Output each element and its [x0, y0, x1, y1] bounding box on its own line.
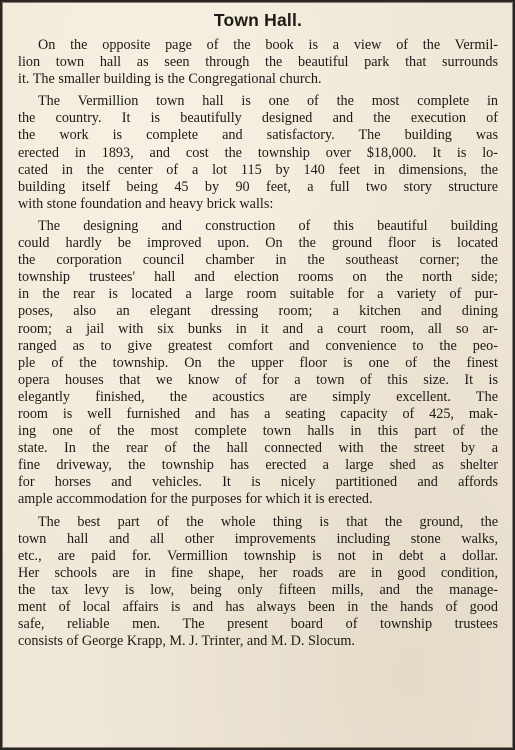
text-line: The designing and construction of this beautiful building — [38, 217, 498, 234]
text-line: Her schools are in fine shape, her roads are in good condition, — [18, 564, 498, 581]
paragraph-construction — [18, 218, 498, 509]
document-page — [2, 2, 513, 748]
text-line: lion town hall as seen through the beautiful park that surrounds — [18, 54, 498, 71]
text-line: township trustees' hall and election rooms on the north side; — [18, 269, 498, 286]
text-line: elegantly finished, the acoustics are simply excellent. The — [18, 388, 498, 405]
text-line: ment of local affairs is and has always been in the hands of good — [18, 599, 498, 615]
text-line: the country. It is beautifully designed and the execution of — [18, 110, 498, 127]
text-line: The best part of the whole thing is that the ground, the — [38, 513, 498, 530]
text-line: room; a jail with six bunks in it and a court room, all so ar- — [18, 320, 498, 337]
text-line: the corporation council chamber in the southeast corner; the — [18, 252, 498, 269]
text-line: town hall and all other improvements including stone walks, — [18, 530, 498, 547]
text-line: ranged as to give greatest comfort and convenience to the peo- — [18, 337, 498, 354]
text-line: with stone foundation and heavy brick walls: — [18, 195, 274, 212]
text-line: cated in the center of a lot 115 by 140 feet in dimensions, the — [18, 161, 498, 178]
text-line: state. In the rear of the hall connected with the street by a — [18, 440, 498, 457]
text-line: poses, also an elegant dressing room; a kitchen and dining — [18, 303, 498, 320]
page-title: Town Hall. — [213, 10, 303, 30]
text-line: building itself being 45 by 90 feet, a full two story structure — [18, 178, 498, 195]
text-line: The Vermillion town hall is one of the most complete in — [38, 93, 498, 110]
text-line: ample accommodation for the purposes for which it is erected. — [18, 491, 373, 508]
text-line: could hardly be improved upon. On the ground floor is located — [18, 235, 498, 252]
text-line: ing one of the most complete town halls in this part of the — [18, 423, 498, 440]
text-line: On the opposite page of the book is a view of the Vermil- — [38, 37, 498, 53]
text-line: the tax levy is low, being only fifteen mills, and the manage- — [18, 581, 498, 598]
text-line: room is well furnished and has a seating capacity of 425, mak- — [18, 405, 498, 422]
text-line: fine driveway, the township has erected a large shed as shelter — [18, 457, 498, 474]
text-line: consists of George Krapp, M. J. Trinter, and M. D. Slocum. — [18, 633, 355, 650]
text-line: for horses and vehicles. It is nicely partitioned and affords — [18, 474, 498, 491]
text-line: safe, reliable men. The present board of township trustees — [18, 616, 498, 633]
text-line: in the rear is located a large room suitable for a variety of pur- — [18, 286, 498, 303]
paragraph-description — [18, 93, 498, 213]
text-line: etc., are paid for. Vermillion township is not in debt a dollar. — [18, 547, 498, 564]
paragraph-summary — [18, 514, 498, 651]
text-line: it. The smaller building is the Congregational church. — [18, 71, 322, 88]
text-line: the work is complete and satisfactory. The building was — [18, 127, 498, 144]
text-line: opera houses that we know of for a town of this size. It is — [18, 371, 498, 388]
text-line: ple of the township. On the upper floor is one of the finest — [18, 354, 498, 371]
text-line: erected in 1893, and cost the township over $18,000. It is lo- — [18, 144, 498, 161]
paragraph-intro — [18, 37, 498, 88]
